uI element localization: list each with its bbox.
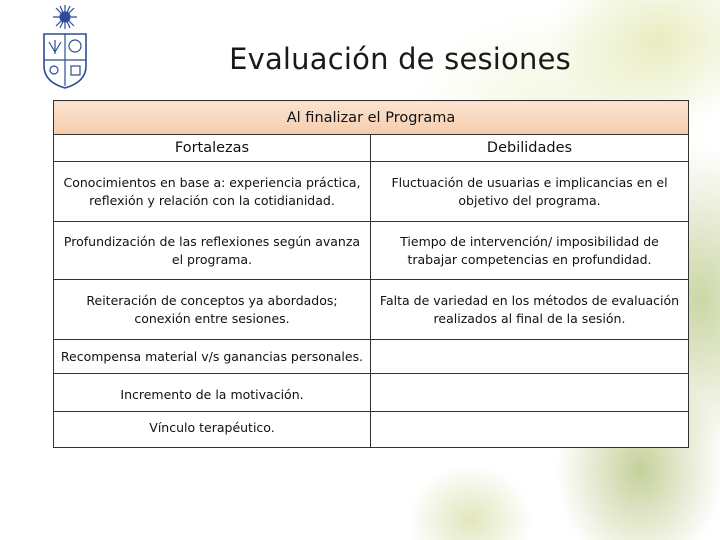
table-row [54, 280, 689, 340]
column-header-debilidades: Debilidades [371, 135, 689, 162]
fortaleza-cell: Incremento de la motivación. [54, 374, 371, 412]
fortaleza-cell: Recompensa material v/s ganancias personales. [54, 340, 371, 374]
university-crest-icon [40, 4, 90, 90]
debilidad-cell [371, 412, 689, 448]
table-header: Al finalizar el Programa [54, 101, 689, 135]
debilidad-cell: Tiempo de intervención/ imposibilidad de trabajar competencias en profundidad. [371, 222, 689, 280]
debilidad-cell: Fluctuación de usuarias e implicancias en el objetivo del programa. [371, 162, 689, 222]
table-row [54, 374, 689, 412]
table-row [54, 162, 689, 222]
debilidad-cell [371, 374, 689, 412]
fortaleza-cell: Conocimientos en base a: experiencia práctica, reflexión y relación con la cotidianidad. [54, 162, 371, 222]
column-header-fortalezas: Fortalezas [54, 135, 371, 162]
table-row [54, 222, 689, 280]
fortaleza-cell: Profundización de las reflexiones según avanza el programa. [54, 222, 371, 280]
page-title: Evaluación de sesiones [229, 42, 571, 76]
debilidad-cell [371, 340, 689, 374]
table-row [54, 412, 689, 448]
evaluation-table [53, 100, 689, 448]
fortaleza-cell: Vínculo terapéutico. [54, 412, 371, 448]
debilidad-cell: Falta de variedad en los métodos de evaluación realizados al final de la sesión. [371, 280, 689, 340]
table-row [54, 340, 689, 374]
fortaleza-cell: Reiteración de conceptos ya abordados; conexión entre sesiones. [54, 280, 371, 340]
